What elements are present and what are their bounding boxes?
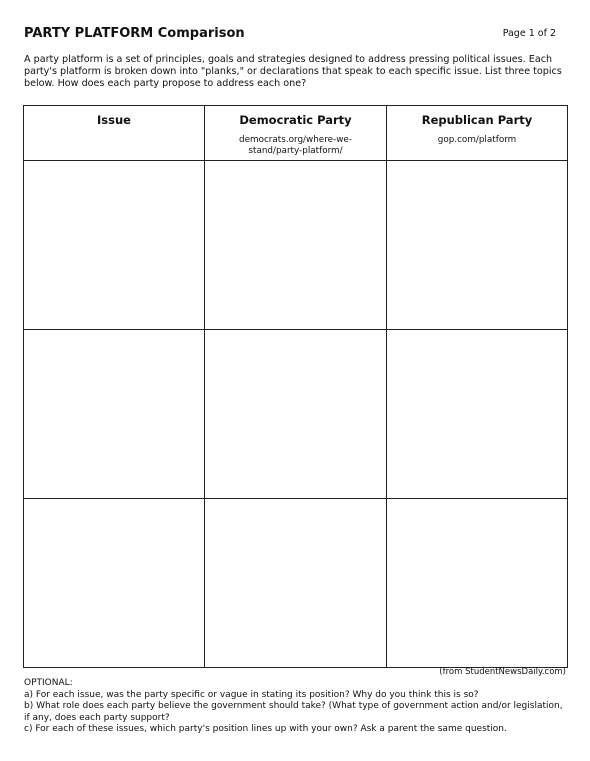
intro-paragraph: A party platform is a set of principles, goals and strategies designed to address pressing political issues. Each party's platform is broken down into "planks," or declarations that speak to each specific issue. List three topics below. How does each party propose to address each one? [24, 54, 562, 89]
table-row [24, 330, 568, 499]
column-header-label: Issue [97, 113, 131, 127]
optional-question: b) What role does each party believe the government should take? (What type of government action and/or legislation, if any, does each party support? [24, 701, 563, 723]
optional-section [24, 678, 569, 736]
optional-question: c) For each of these issues, which party's position lines up with your own? Ask a parent the same question. [24, 724, 507, 734]
column-header-label: Republican Party [421, 113, 533, 127]
table-row [24, 499, 568, 668]
republican-cell[interactable] [387, 161, 568, 330]
democratic-platform-url: democrats.org/where-we-stand/party-platform/ [239, 135, 352, 156]
table-row [24, 161, 568, 330]
column-header-republican [387, 106, 568, 161]
optional-heading: OPTIONAL: [24, 678, 73, 688]
comparison-table [23, 105, 568, 668]
republican-platform-url: gop.com/platform [437, 135, 517, 145]
optional-question: a) For each issue, was the party specific or vague in stating its position? Why do you think this is so? [24, 689, 479, 700]
table-header-row [24, 106, 568, 161]
column-header-label: Democratic Party [239, 113, 352, 127]
column-header-issue [24, 106, 205, 161]
page-number: Page 1 of 2 [502, 28, 556, 39]
republican-cell[interactable] [387, 330, 568, 499]
democratic-cell[interactable] [205, 330, 387, 499]
issue-cell[interactable] [24, 161, 205, 330]
democratic-cell[interactable] [205, 499, 387, 668]
source-credit: (from StudentNewsDaily.com) [439, 667, 566, 677]
worksheet-title: PARTY PLATFORM Comparison [24, 26, 245, 41]
issue-cell[interactable] [24, 330, 205, 499]
issue-cell[interactable] [24, 499, 205, 668]
republican-cell[interactable] [387, 499, 568, 668]
column-header-democratic [205, 106, 387, 161]
democratic-cell[interactable] [205, 161, 387, 330]
